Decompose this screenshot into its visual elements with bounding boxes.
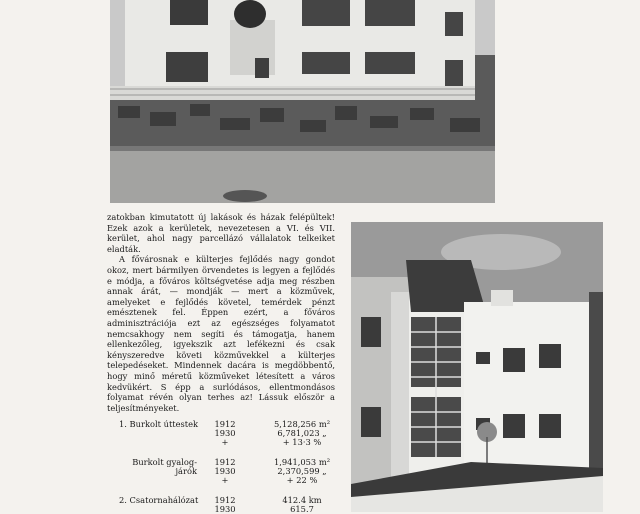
paragraph-1: zatokban kimutatott új lakások és házak felépültek! Ezek azok a kerületek, nevezetesen a VI. és VII. kerület, ahol nagy parcellázó vállalatok telkeiket eladták.: [107, 212, 335, 254]
article-body: [107, 212, 335, 413]
stat-row: [107, 458, 347, 496]
stat-label: 1. Burkolt úttestek: [119, 419, 199, 429]
stat-values: 5,128,256 m² 6,781,023 „ + 13·3 %: [273, 419, 331, 447]
paragraph-2: A fővárosnak e külterjes fejlődés nagy gondot okoz, mert bármilyen örvendetes is legyen a fejlődés e módja, a főváros költségvetése adja meg részben annak árát, — mondják — mert a közművek, amelyeket e fejlődés követel, temérdek pénzt emésztenek fel. Éppen ezért, a főváros adminisztrációja ezt az egészséges folyamatot nemcsakhogy nem segíti és támogatja, hanem ellenkezőleg, igyekszik azt lefékezni és csak kényszeredve követi közművekkel a külterjes telepedéseket. Mindennek dacára is megdöbbentő, hogy minő méretű közműveket létesített a város kedvükért. S épp a surlódásos, ellentmondásos folyamat révén olyan terhes az! Lássuk először a teljesítményeket.: [107, 254, 335, 413]
villa-photo-top: [110, 0, 495, 203]
stat-values: 1,941,053 m² 2,370,599 „ + 22 %: [273, 457, 331, 485]
stat-years: 1912 1930 +: [214, 457, 236, 485]
stat-label: 2. Csatornahálózat: [119, 495, 199, 505]
stat-row: [107, 496, 347, 514]
stat-row: [107, 420, 347, 458]
statistics-table: [107, 420, 347, 514]
stat-years: 1912 1930: [214, 495, 236, 514]
stat-values: 412.4 km 615.7: [282, 495, 322, 514]
stat-label: Burkolt gyalog- járók: [132, 457, 197, 476]
villa-photo-right: [351, 222, 603, 512]
stat-years: 1912 1930 +: [214, 419, 236, 447]
